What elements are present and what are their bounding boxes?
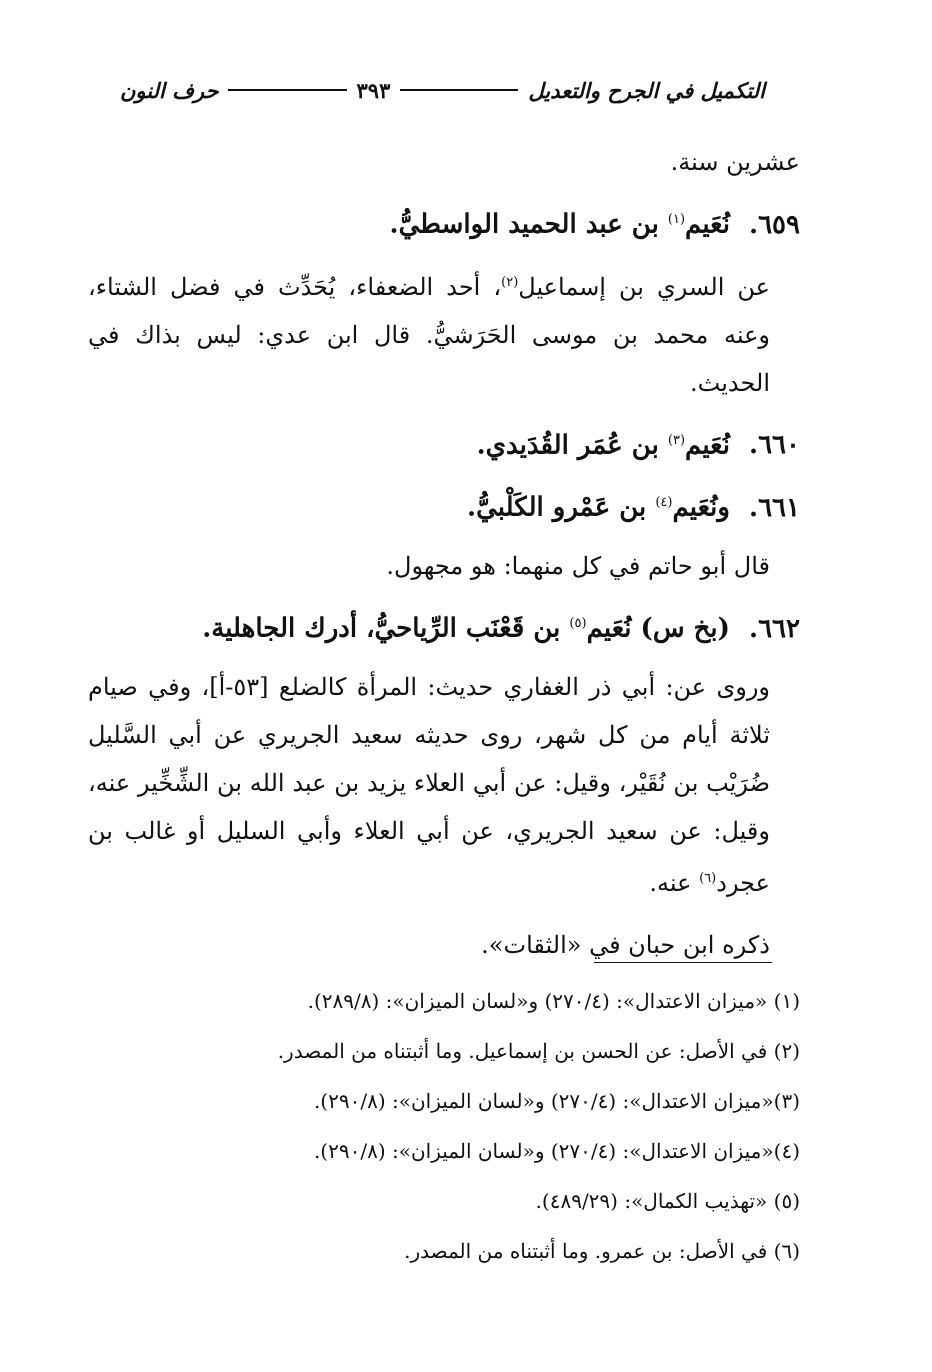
footnote-ref[interactable]: (٥) [569,615,587,631]
entry-659 [88,196,800,249]
line-continuation: عشرين سنة. [670,148,800,176]
entry-number: ٦٦١. [749,492,800,523]
paragraph-text: عنه. [649,868,700,897]
entry-rest: بن قَعْنَب الرِّياحيُّ، أدرك الجاهلية. [202,613,570,644]
footnote: (٥) «تهذيب الكمال»: (٤٨٩/٢٩). [535,1189,800,1213]
paragraph-text: عن السري بن إسماعيل [518,272,770,301]
footnotes [88,976,800,1276]
entry-number: ٦٥٩. [749,209,800,240]
footnote-ref[interactable]: (١) [667,212,686,227]
page-number: ٣٩٣ [356,77,391,103]
entry-name: نُعَيم [685,430,730,461]
entry-number: ٦٦٠. [749,430,800,461]
entry-662 [88,600,800,653]
entry-661 [88,479,800,532]
paragraph-text: ، أحد الضعفاء، يُحَدِّث في فضل الشتاء، وعنه محمد بن موسى الحَرَشيُّ. قال ابن عدي: ليس بذاك في الحديث. [88,272,770,397]
header-book-title: التكميل في الجرح والتعديل [528,77,765,103]
paragraph: قال أبو حاتم في كل منهما: هو مجهول. [386,551,770,580]
spacer [88,907,800,921]
entry-name: نُعَيم [586,613,632,644]
footnote: (٢) في الأصل: عن الحسن بن إسماعيل. وما أثبتناه من المصدر. [277,1039,800,1063]
entry-prefix: (بخ س) [631,613,730,644]
paragraph: ذكره ابن حبان في «الثقات». [481,930,770,959]
footnote-ref[interactable]: (٦) [699,870,717,886]
footnote-ref[interactable]: (٣) [667,432,686,448]
entry-rest: بن عبد الحميد الواسطيُّ. [389,209,668,240]
paragraph [88,663,800,907]
main-text [88,138,800,969]
paragraph-text: وروى عن: أبي ذر الغفاري حديث: المرأة كالضلع [٥٣-أ]، وفي صيام ثلاثة أيام من كل شهر، روى حديثه سعيد الجريري عن أبي السَّليل ضُرَيْب بن نُقَيْر، وقيل: عن أبي العلاء يزيد بن عبد الله بن الشِّخِّير عنه، وقيل: عن سعيد الجريري، عن أبي العلاء وأبي السليل أو غالب بن عجرد [88,672,771,897]
footnote-ref[interactable]: (٢) [501,274,519,290]
paragraph [88,259,800,407]
entry-rest: بن عُمَر القُدَيدي. [476,430,668,461]
footnote-ref[interactable]: (٤) [655,495,673,511]
footnote: (٣)«ميزان الاعتدال»: (٢٧٠/٤) و«لسان الميزان»: (٢٩٠/٨). [313,1089,800,1113]
entry-name: ونُعَيم [672,492,730,523]
running-header [120,70,765,110]
footnote: (٦) في الأصل: بن عمرو. وما أثبتناه من المصدر. [404,1239,800,1263]
footnote-separator [594,962,772,963]
entry-name: نُعَيم [685,209,730,240]
entry-rest: بن عَمْرو الكَلْبيُّ. [467,492,656,523]
footnote: (٤)«ميزان الاعتدال»: (٢٧٠/٤) و«لسان الميزان»: (٢٩٠/٨). [313,1139,800,1163]
header-section: حرف النون [119,77,219,103]
entry-number: ٦٦٢. [749,613,800,644]
header-rule [400,89,518,91]
entry-660 [88,417,800,470]
footnote: (١) «ميزان الاعتدال»: (٢٧٠/٤) و«لسان الميزان»: (٢٨٩/٨). [307,989,800,1013]
header-rule [228,89,346,91]
